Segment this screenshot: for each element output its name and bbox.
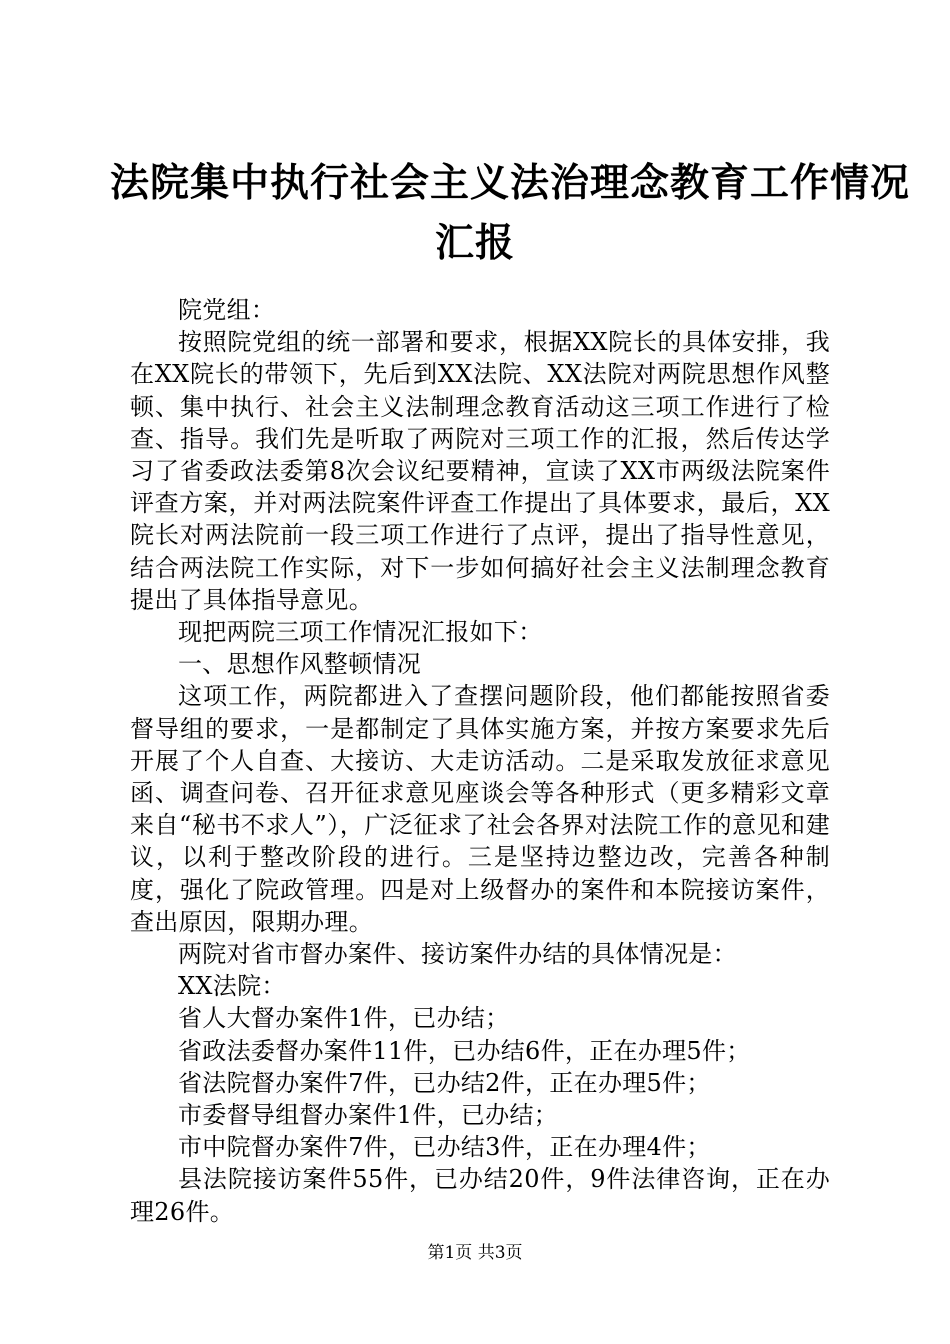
document-body — [130, 294, 830, 1228]
body-paragraph: 这项工作，两院都进入了查摆问题阶段，他们都能按照省委督导组的要求，一是都制定了具体实施方案，并按方案要求先后开展了个人自查、大接访、大走访活动。二是采取发放征求意见函、调查问卷、召开征求意见座谈会等各种形式（更多精彩文章来自“秘书不求人”），广泛征求了社会各界对法院工作的意见和建议，以利于整改阶段的进行。三是坚持边整边改，完善各种制度，强化了院政管理。四是对上级督办的案件和本院接访案件，查出原因，限期办理。 — [130, 682, 830, 936]
case-item: 省法院督办案件7件，已办结2件，正在办理5件； — [178, 1068, 711, 1097]
document-title-line2: 汇报 — [434, 221, 515, 266]
case-item: 省人大督办案件1件，已办结； — [178, 1004, 510, 1033]
case-item: 市中院督办案件7件，已办结3件，正在办理4件； — [178, 1133, 711, 1162]
page-footer: 第1页 共3页 — [427, 1243, 523, 1263]
body-paragraph: 两院对省市督办案件、接访案件办结的具体情况是： — [178, 940, 737, 969]
body-paragraph: 现把两院三项工作情况汇报如下： — [178, 618, 543, 647]
case-item: 市委督导组督办案件1件，已办结； — [178, 1101, 559, 1130]
case-item: 省政法委督办案件11件，已办结6件，正在办理5件； — [178, 1036, 751, 1065]
case-item: 县法院接访案件55件，已办结20件，9件法律咨询，正在办理26件。 — [130, 1165, 830, 1226]
section-heading: 一、思想作风整顿情况 — [178, 650, 421, 679]
body-paragraph: 按照院党组的统一部署和要求，根据XX院长的具体安排，我在XX院长的带领下，先后到XX法院、XX法院对两院思想作风整顿、集中执行、社会主义法制理念教育活动这三项工作进行了检查、指导。我们先是听取了两院对三项工作的汇报，然后传达学习了省委政法委第8次会议纪要精神，宣读了XX市两级法院案件评查方案，并对两法院案件评查工作提出了具体要求，最后，XX院长对两法院前一段三项工作进行了点评，提出了指导性意见，结合两法院工作实际，对下一步如何搞好社会主义法制理念教育提出了具体指导意见。 — [130, 328, 830, 614]
document-title-line1: 法院集中执行社会主义法治理念教育工作情况 — [110, 161, 911, 206]
court-label: XX法院： — [178, 972, 286, 1001]
salutation: 院党组： — [178, 296, 276, 324]
